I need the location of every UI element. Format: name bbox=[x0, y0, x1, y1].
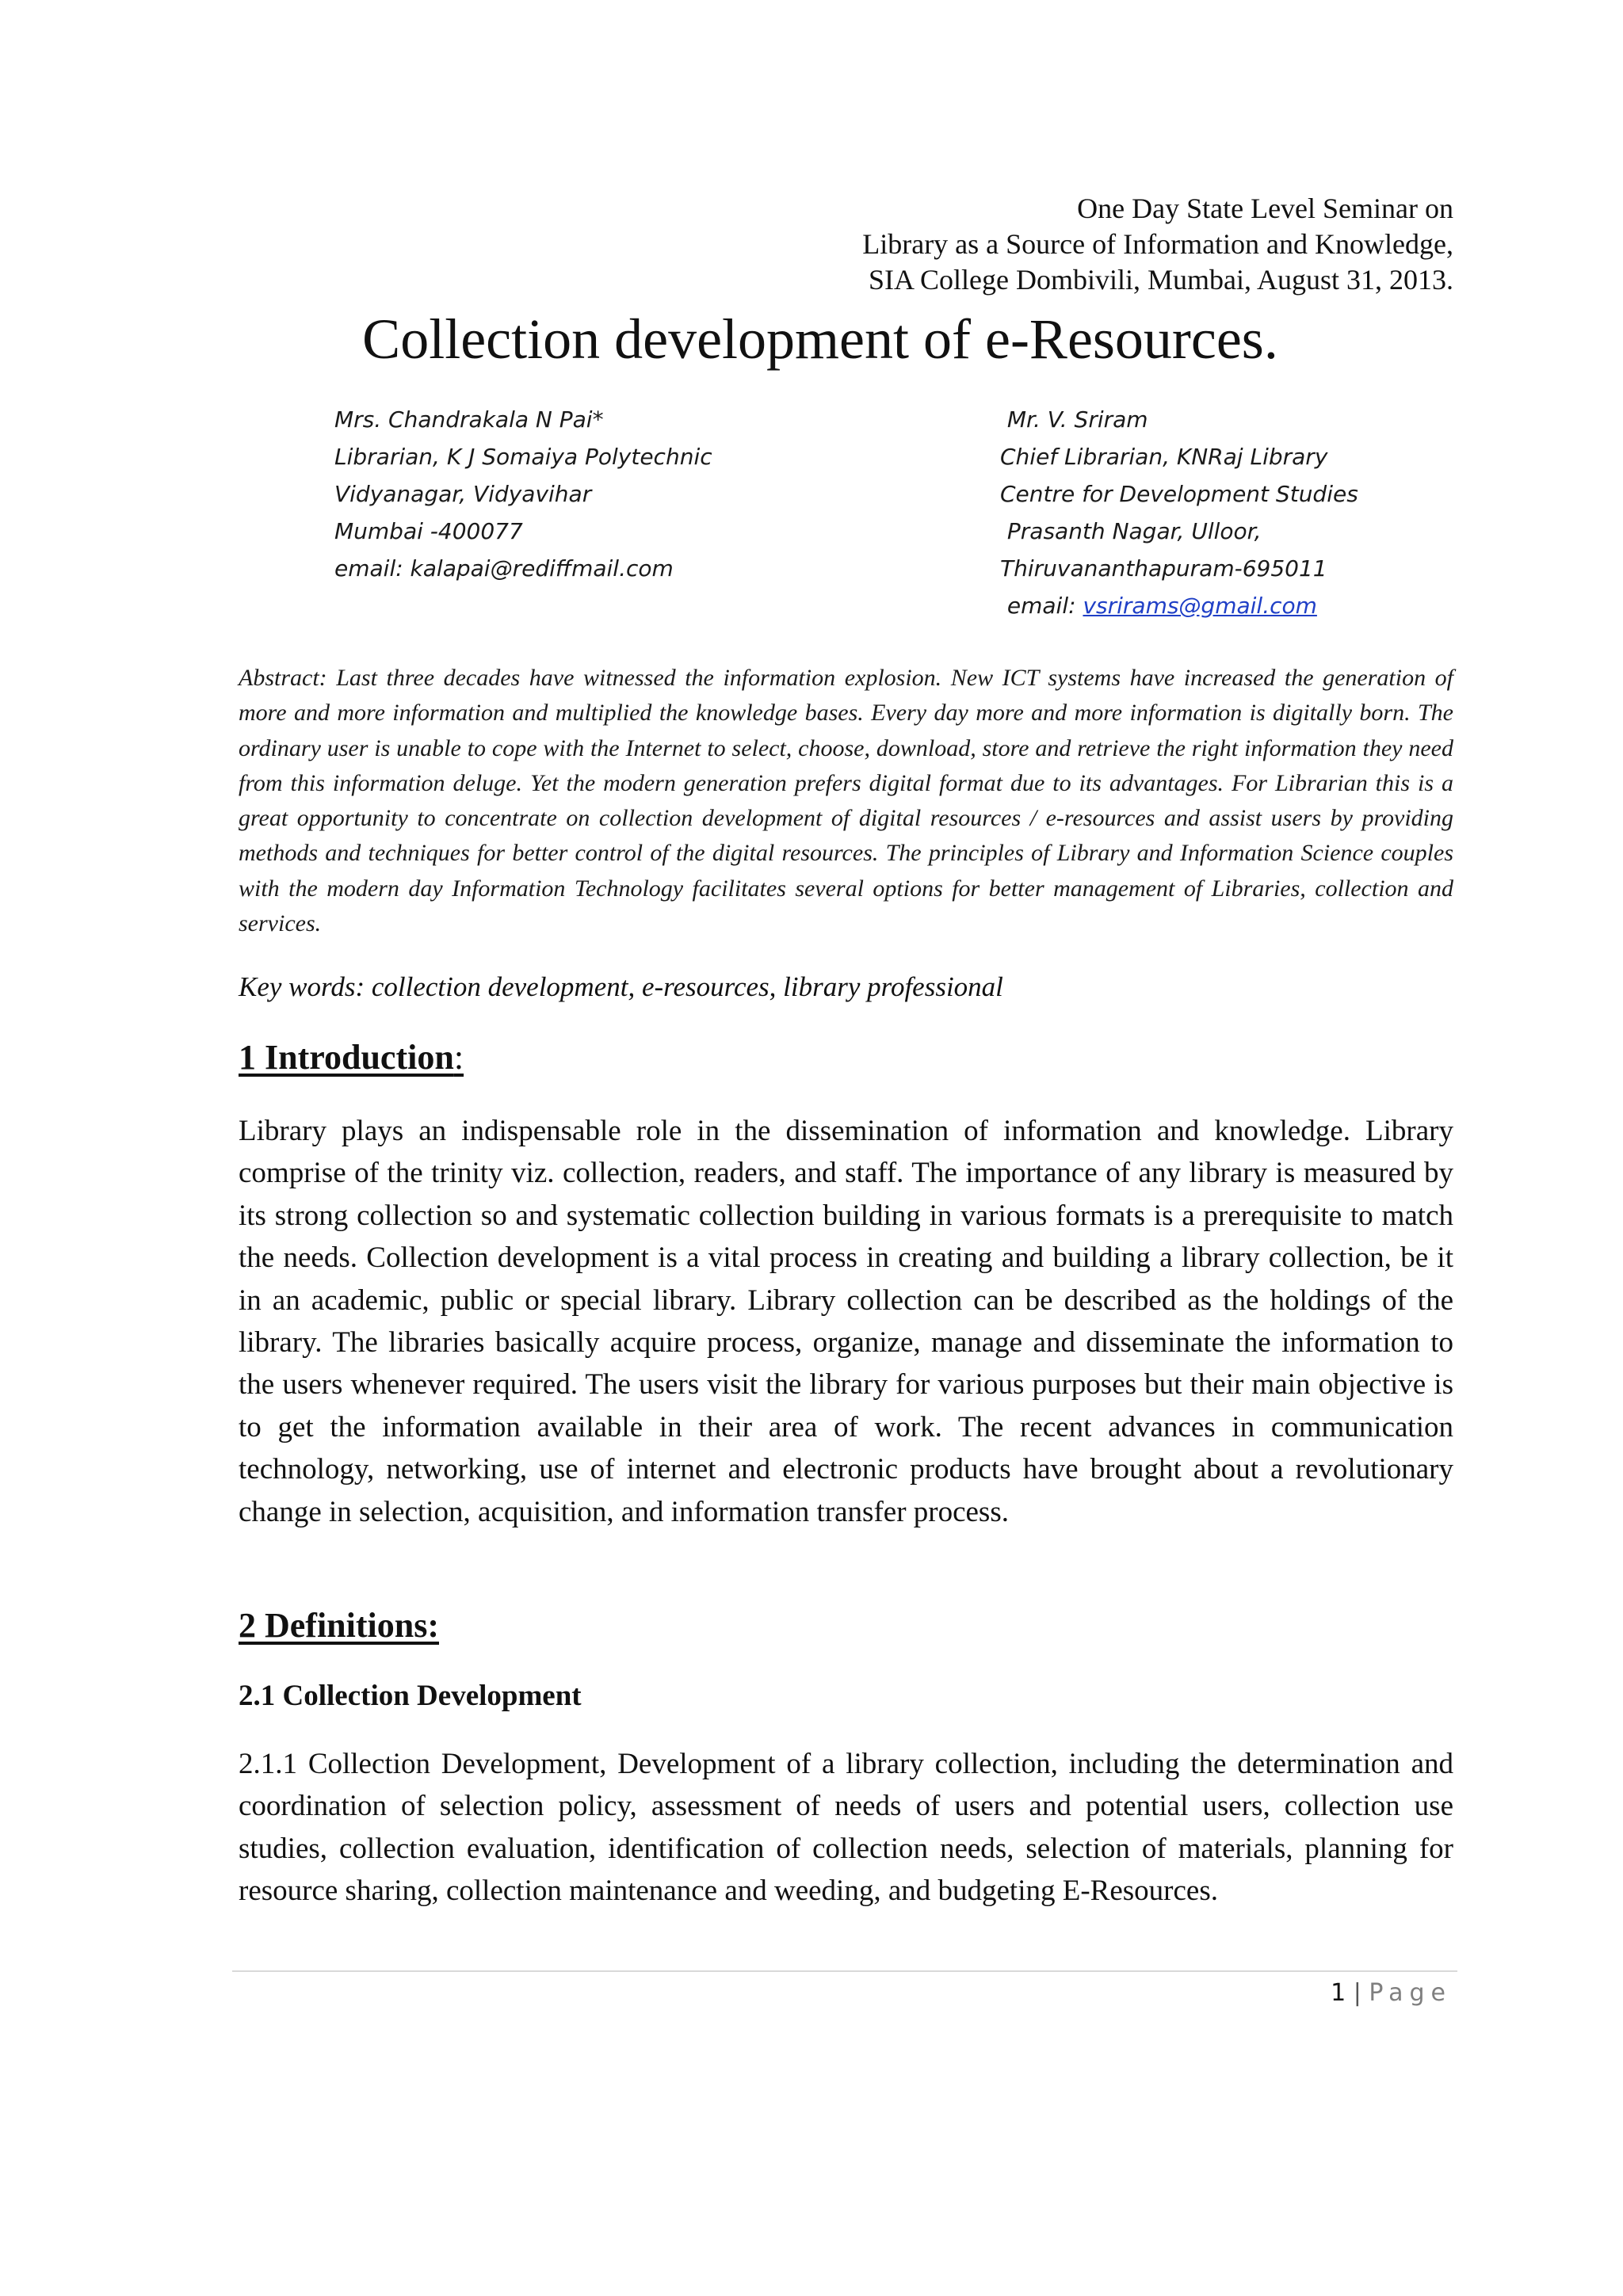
subsection-heading-collection-development: 2.1 Collection Development bbox=[239, 1680, 582, 1712]
introduction-paragraph: Library plays an indispensable role in the dissemination of information and knowledge. Library comprise of the trinity viz. collection, readers, and staff. The importance of any library is measured by its strong collection so and systematic collection building in various formats is a prerequisite to match the needs. Collection development is a vital process in creating and building a library collection, be it in an academic, public or special library. Library collection can be described as the holdings of the library. The libraries basically acquire process, organize, manage and disseminate the information to the users whenever required. The users visit the library for various purposes but their main objective is to get the information available in their area of work. The recent advances in communication technology, networking, use of internet and electronic products have brought about a revolutionary change in selection, acquisition, and information transfer process. bbox=[239, 1115, 1453, 1528]
section-heading-introduction bbox=[239, 1035, 464, 1080]
email-label: email: bbox=[1000, 593, 1083, 619]
page-separator: | bbox=[1346, 1979, 1369, 2007]
author-block-right bbox=[1000, 401, 1358, 624]
author-line: Centre for Development Studies bbox=[1000, 481, 1358, 507]
seminar-line: One Day State Level Seminar on bbox=[1077, 193, 1453, 224]
author-line: Prasanth Nagar, Ulloor, bbox=[1000, 518, 1262, 544]
seminar-header bbox=[0, 191, 1453, 298]
keywords: Key words: collection development, e-resources, library professional bbox=[239, 971, 1003, 1002]
author-line: Mumbai -400077 bbox=[334, 518, 523, 544]
author-line: Librarian, K J Somaiya Polytechnic bbox=[334, 444, 712, 470]
author-block-left bbox=[334, 401, 712, 587]
author-email-link[interactable]: vsrirams@gmail.com bbox=[1083, 593, 1317, 619]
abstract: Abstract: Last three decades have witnessed the information explosion. New ICT systems have increased the generation of more and more information and multiplied the knowledge bases. Every day more and more information is digitally born. The ordinary user is unable to cope with the Internet to select, choose, download, store and retrieve the right information they need from this information deluge. Yet the modern generation prefers digital format due to its advantages. For Librarian this is a great opportunity to concentrate on collection development of digital resources / e-resources and assist users by providing methods and techniques for better control of the digital resources. The principles of Library and Information Science couples with the modern day Information Technology facilitates several options for better management of Libraries, collection and services. bbox=[239, 665, 1453, 937]
page-footer bbox=[0, 1976, 1452, 2011]
author-line: Mr. V. Sriram bbox=[1000, 406, 1148, 433]
author-email-line bbox=[1000, 587, 1358, 624]
section-heading-definitions: 2 Definitions: bbox=[239, 1606, 439, 1645]
author-line: Vidyanagar, Vidyavihar bbox=[334, 481, 592, 507]
heading-text: 1 Introduction bbox=[239, 1038, 454, 1077]
author-line: email: kalapai@rediffmail.com bbox=[334, 555, 674, 582]
author-line: Chief Librarian, KNRaj Library bbox=[1000, 444, 1328, 470]
page-number: 1 bbox=[1331, 1979, 1346, 2007]
footer-divider bbox=[232, 1970, 1457, 1972]
author-line: Thiruvananthapuram-695011 bbox=[1000, 555, 1327, 582]
author-line: Mrs. Chandrakala N Pai* bbox=[334, 406, 604, 433]
heading-colon: : bbox=[453, 1038, 464, 1077]
seminar-line: SIA College Dombivili, Mumbai, August 31, 2013. bbox=[868, 264, 1453, 296]
seminar-line: Library as a Source of Information and Knowledge, bbox=[862, 228, 1453, 260]
definition-paragraph: 2.1.1 Collection Development, Development of a library collection, including the determination and coordination of selection policy, assessment of needs of users and potential users, collection use studies, collection evaluation, identification of collection needs, selection of materials, planning for resource sharing, collection maintenance and weeding, and budgeting E-Resources. bbox=[239, 1748, 1453, 1908]
page-label: Page bbox=[1369, 1979, 1452, 2007]
paper-title: Collection development of e-Resources. bbox=[362, 307, 1278, 371]
